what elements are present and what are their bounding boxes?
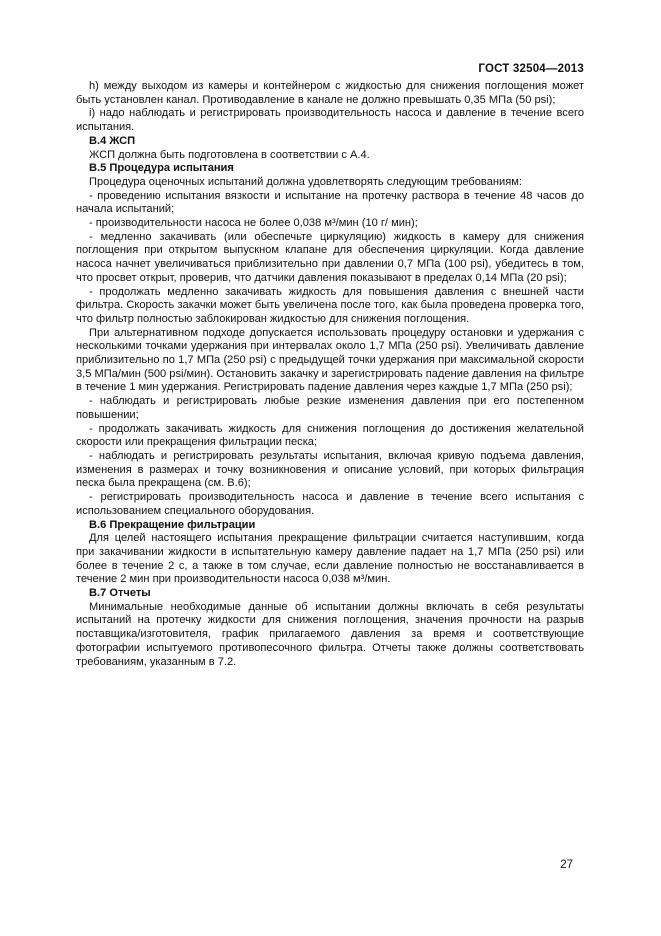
section-heading-b7: В.7 Отчеты	[89, 587, 151, 600]
section-heading-b6: В.6 Прекращение фильтрации	[89, 518, 256, 531]
section-heading-b4: В.4 ЖСП	[89, 134, 136, 147]
paragraph-alternative-approach: При альтернативном подходе допускается использовать процедуру остановки и удержания с несколькими точками удержания при интервалах около 1,7 МПа (250 psi). Увеличивать давление приблизительно по 1,7 МПа (250 psi) с предыдущей точки удержания при максимальной скорости 3,5 МПа/мин (500 psi/мин). Остановить закачку и зарегистрировать падение давления на фильтре в течение 1 мин удержания. Регистрировать падение давления через каждые 1,7 МПа (250 psi);	[76, 326, 584, 394]
paragraph-procedure-intro: Процедура оценочных испытаний должна удовлетворять следующим требованиям:	[89, 175, 522, 188]
list-item-record-pump: - регистрировать производительность насоса и давление в течение всего испытания с использованием специального оборудования.	[76, 491, 584, 517]
list-item-continue-until: - продолжать закачивать жидкость для снижения поглощения до достижения желательной скорости или прекращения фильтрации песка;	[76, 422, 584, 449]
list-item-pump-rate: - производительности насоса не более 0,038 м³/мин (10 г/ мин);	[89, 217, 418, 230]
page-number: 27	[560, 859, 573, 871]
list-item-slow-pumping: - медленно закачивать (или обеспечьте циркуляцию) жидкость в камеру для снижения поглощения при открытом выпускном клапане для обеспечения циркуляции. Когда давление насоса начнет увеличиваться приблизительно при давлении 0,7 МПа (100 psi), убедитесь в том, что просвет открыт, проверив, что датчики давления показывают в пределах 0,14 МПа (20 psi);	[76, 230, 584, 284]
list-item-record-results: - наблюдать и регистрировать результаты испытания, включая кривую подъема давления, изменения в размерах и точку возникновения и описание условий, при которых фильтрация песка была прекращена (см. В.6);	[76, 449, 584, 490]
section-heading-b5: В.5 Процедура испытания	[89, 162, 234, 175]
list-item-continue-pumping: - продолжать медленно закачивать жидкость для повышения давления с внешней части фильтра. Скорость закачки может быть увеличена после того, как была проведена проверка того, что фильтр полностью заблокирован жидкостью для снижения поглощения.	[76, 285, 584, 325]
paragraph-zhsp: ЖСП должна быть подготовлена в соответствии с А.4.	[89, 148, 370, 161]
list-item-observe-changes: - наблюдать и регистрировать любые резкие изменения давления при его постепенном повышении;	[76, 395, 584, 421]
list-item-viscosity: - проведению испытания вязкости и испытание на протечку раствора в течение 48 часов до начала испытаний;	[76, 189, 584, 216]
paragraph-i: i) надо наблюдать и регистрировать производительность насоса и давление в течение всего испытания.	[76, 107, 584, 134]
standard-header: ГОСТ 32504—2013	[478, 63, 584, 75]
document-body	[76, 80, 584, 669]
paragraph-h: h) между выходом из камеры и контейнером с жидкостью для снижения поглощения может быть установлен канал. Противодавление в канале не должно превышать 0,35 МПа (50 psi);	[76, 80, 584, 106]
paragraph-filtration-stop: Для целей настоящего испытания прекращение фильтрации считается наступившим, когда при закачивании жидкости в испытательную камеру давление падает на 1,7 МПа (250 psi) или более в течение 2 с, а также в том случае, если давление полностью не восстанавливается в течение 2 мин при производительности насоса 0,038 м³/мин.	[76, 532, 584, 586]
paragraph-reports: Минимальные необходимые данные об испытании должны включать в себя результаты испытаний на протечку жидкости для снижения поглощения, значения прочности на разрыв поставщика/изготовителя, график прилагаемого давления за время и соответствующие фотографии испытуемого противопесочного фильтра. Отчеты также должны соответствовать требованиям, указанным в 7.2.	[76, 600, 584, 668]
